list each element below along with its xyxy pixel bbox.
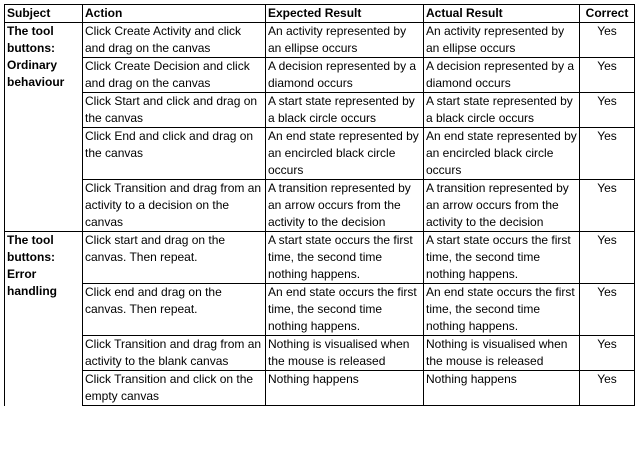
table-row — [5, 336, 635, 371]
table-row — [5, 180, 635, 232]
actual-cell: A transition represented by an arrow occurs from the activity to the decision — [424, 180, 580, 232]
actual-cell: Nothing happens — [424, 371, 580, 406]
correct-cell: Yes — [580, 180, 635, 232]
table-row — [5, 232, 635, 284]
action-cell: Click start and drag on the canvas. Then repeat. — [83, 232, 266, 284]
actual-cell: An activity represented by an ellipse occurs — [424, 23, 580, 58]
action-cell: Click end and drag on the canvas. Then repeat. — [83, 284, 266, 336]
subject-cell: The tool buttons: Error handling — [5, 232, 83, 406]
actual-cell: An end state occurs the first time, the second time nothing happens. — [424, 284, 580, 336]
expected-cell: An end state occurs the first time, the second time nothing happens. — [266, 284, 424, 336]
actual-cell: A start state represented by a black circle occurs — [424, 93, 580, 128]
action-cell: Click Transition and drag from an activity to a decision on the canvas — [83, 180, 266, 232]
correct-cell: Yes — [580, 58, 635, 93]
action-cell: Click Transition and click on the empty canvas — [83, 371, 266, 406]
correct-cell: Yes — [580, 23, 635, 58]
actual-cell: An end state represented by an encircled black circle occurs — [424, 128, 580, 180]
correct-cell: Yes — [580, 284, 635, 336]
table-row — [5, 23, 635, 58]
table-row — [5, 128, 635, 180]
expected-cell: An activity represented by an ellipse occurs — [266, 23, 424, 58]
expected-cell: An end state represented by an encircled black circle occurs — [266, 128, 424, 180]
expected-cell: A decision represented by a diamond occurs — [266, 58, 424, 93]
correct-cell: Yes — [580, 128, 635, 180]
expected-cell: A start state represented by a black circle occurs — [266, 93, 424, 128]
table-row — [5, 58, 635, 93]
expected-cell: Nothing is visualised when the mouse is released — [266, 336, 424, 371]
expected-cell: A transition represented by an arrow occurs from the activity to the decision — [266, 180, 424, 232]
action-cell: Click Create Activity and click and drag on the canvas — [83, 23, 266, 58]
action-cell: Click Start and click and drag on the canvas — [83, 93, 266, 128]
header-row — [5, 5, 635, 23]
test-results-table — [4, 4, 635, 406]
correct-cell: Yes — [580, 336, 635, 371]
correct-cell: Yes — [580, 232, 635, 284]
header-correct: Correct — [580, 5, 635, 23]
table-row — [5, 93, 635, 128]
actual-cell: Nothing is visualised when the mouse is released — [424, 336, 580, 371]
table-row — [5, 284, 635, 336]
expected-cell: A start state occurs the first time, the second time nothing happens. — [266, 232, 424, 284]
actual-cell: A start state occurs the first time, the second time nothing happens. — [424, 232, 580, 284]
header-action: Action — [83, 5, 266, 23]
subject-cell: The tool buttons: Ordinary behaviour — [5, 23, 83, 232]
correct-cell: Yes — [580, 93, 635, 128]
table-row — [5, 371, 635, 406]
action-cell: Click Create Decision and click and drag on the canvas — [83, 58, 266, 93]
action-cell: Click Transition and drag from an activity to the blank canvas — [83, 336, 266, 371]
header-actual-result: Actual Result — [424, 5, 580, 23]
actual-cell: A decision represented by a diamond occurs — [424, 58, 580, 93]
header-expected-result: Expected Result — [266, 5, 424, 23]
expected-cell: Nothing happens — [266, 371, 424, 406]
header-subject: Subject — [5, 5, 83, 23]
correct-cell: Yes — [580, 371, 635, 406]
action-cell: Click End and click and drag on the canvas — [83, 128, 266, 180]
